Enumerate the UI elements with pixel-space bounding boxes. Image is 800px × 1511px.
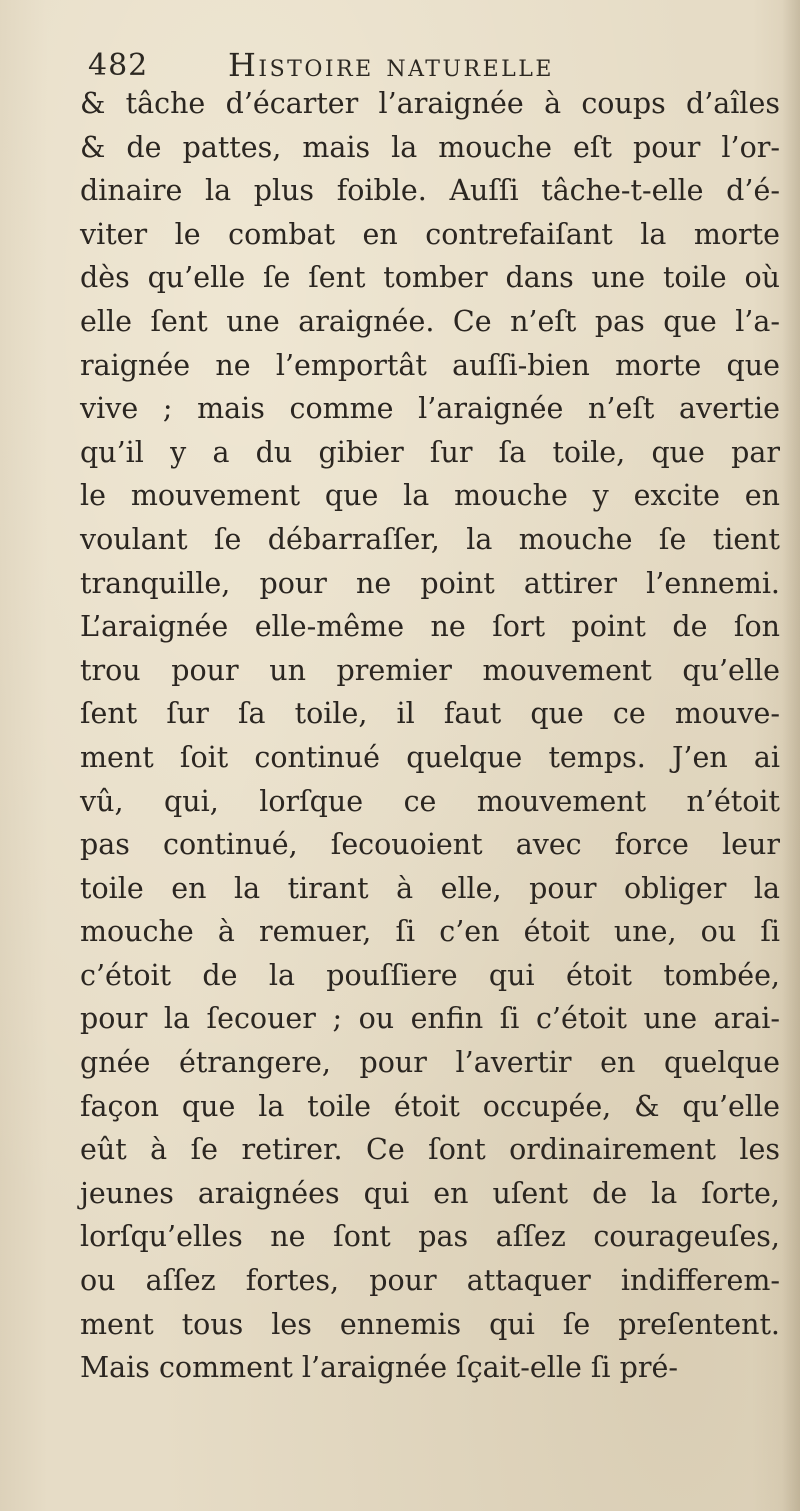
text-line: viter le combat en contrefaiſant la morte — [80, 217, 780, 251]
text-line: Mais comment l’araignée ſçait-elle ſi pré- — [80, 1351, 678, 1385]
text-line: ment tous les ennemis qui ſe preſentent. — [80, 1307, 780, 1341]
text-line: raignée ne l’emportât auſſi-bien morte que — [80, 348, 780, 382]
text-line: ſent ſur ſa toile, il faut que ce mouve- — [80, 697, 780, 731]
text-line: elle ſent une araignée. Ce n’eſt pas que l’a- — [80, 304, 780, 338]
text-line: façon que la toile étoit occupée, & qu’elle — [80, 1089, 780, 1123]
text-line: & tâche d’écarter l’araignée à coups d’aîles — [80, 87, 780, 120]
text-line: pas continué, ſecouoient avec force leur — [80, 828, 780, 862]
page-number: 482 — [88, 48, 149, 83]
text-line: pour la ſecouer ; ou enfin ſi c’étoit une arai- — [80, 1002, 780, 1036]
text-line: dès qu’elle ſe ſent tomber dans une toile où — [80, 261, 780, 295]
page-edge-shadow — [782, 0, 800, 1511]
text-line: vû, qui, lorſque ce mouvement n’étoit — [80, 784, 780, 818]
text-line: lorſqu’elles ne ſont pas aſſez courageuſes, — [80, 1220, 780, 1254]
text-line: L’araignée elle-même ne ſort point de ſon — [80, 610, 780, 644]
text-line: mouche à remuer, ſi c’en étoit une, ou ſi — [80, 915, 780, 949]
text-line: trou pour un premier mouvement qu’elle — [80, 653, 780, 687]
text-line: qu’il y a du gibier ſur ſa toile, que par — [80, 435, 780, 469]
text-line: ment ſoit continué quelque temps. J’en ai — [80, 740, 780, 774]
text-line: eût à ſe retirer. Ce ſont ordinairement les — [80, 1133, 780, 1167]
text-line: toile en la tirant à elle, pour obliger la — [80, 871, 780, 905]
text-line: ou aſſez fortes, pour attaquer indifferem- — [80, 1264, 780, 1298]
text-line: dinaire la plus foible. Auſſi tâche-t-elle d’é- — [80, 174, 780, 208]
text-line: jeunes araignées qui en uſent de la ſorte, — [80, 1176, 780, 1210]
text-line: & de pattes, mais la mouche eſt pour l’or- — [80, 130, 780, 164]
text-line: gnée étrangere, pour l’avertir en quelque — [80, 1046, 780, 1080]
text-line: voulant ſe débarraſſer, la mouche ſe tient — [80, 522, 780, 556]
running-title: Histoire naturelle — [228, 46, 554, 84]
text-line: vive ; mais comme l’araignée n’eſt avertie — [80, 392, 780, 426]
text-line: le mouvement que la mouche y excite en — [80, 479, 780, 513]
text-line: tranquille, pour ne point attirer l’ennemi. — [80, 566, 780, 600]
body-text — [80, 82, 780, 1390]
text-line: c’étoit de la pouſſiere qui étoit tombée, — [80, 958, 780, 992]
